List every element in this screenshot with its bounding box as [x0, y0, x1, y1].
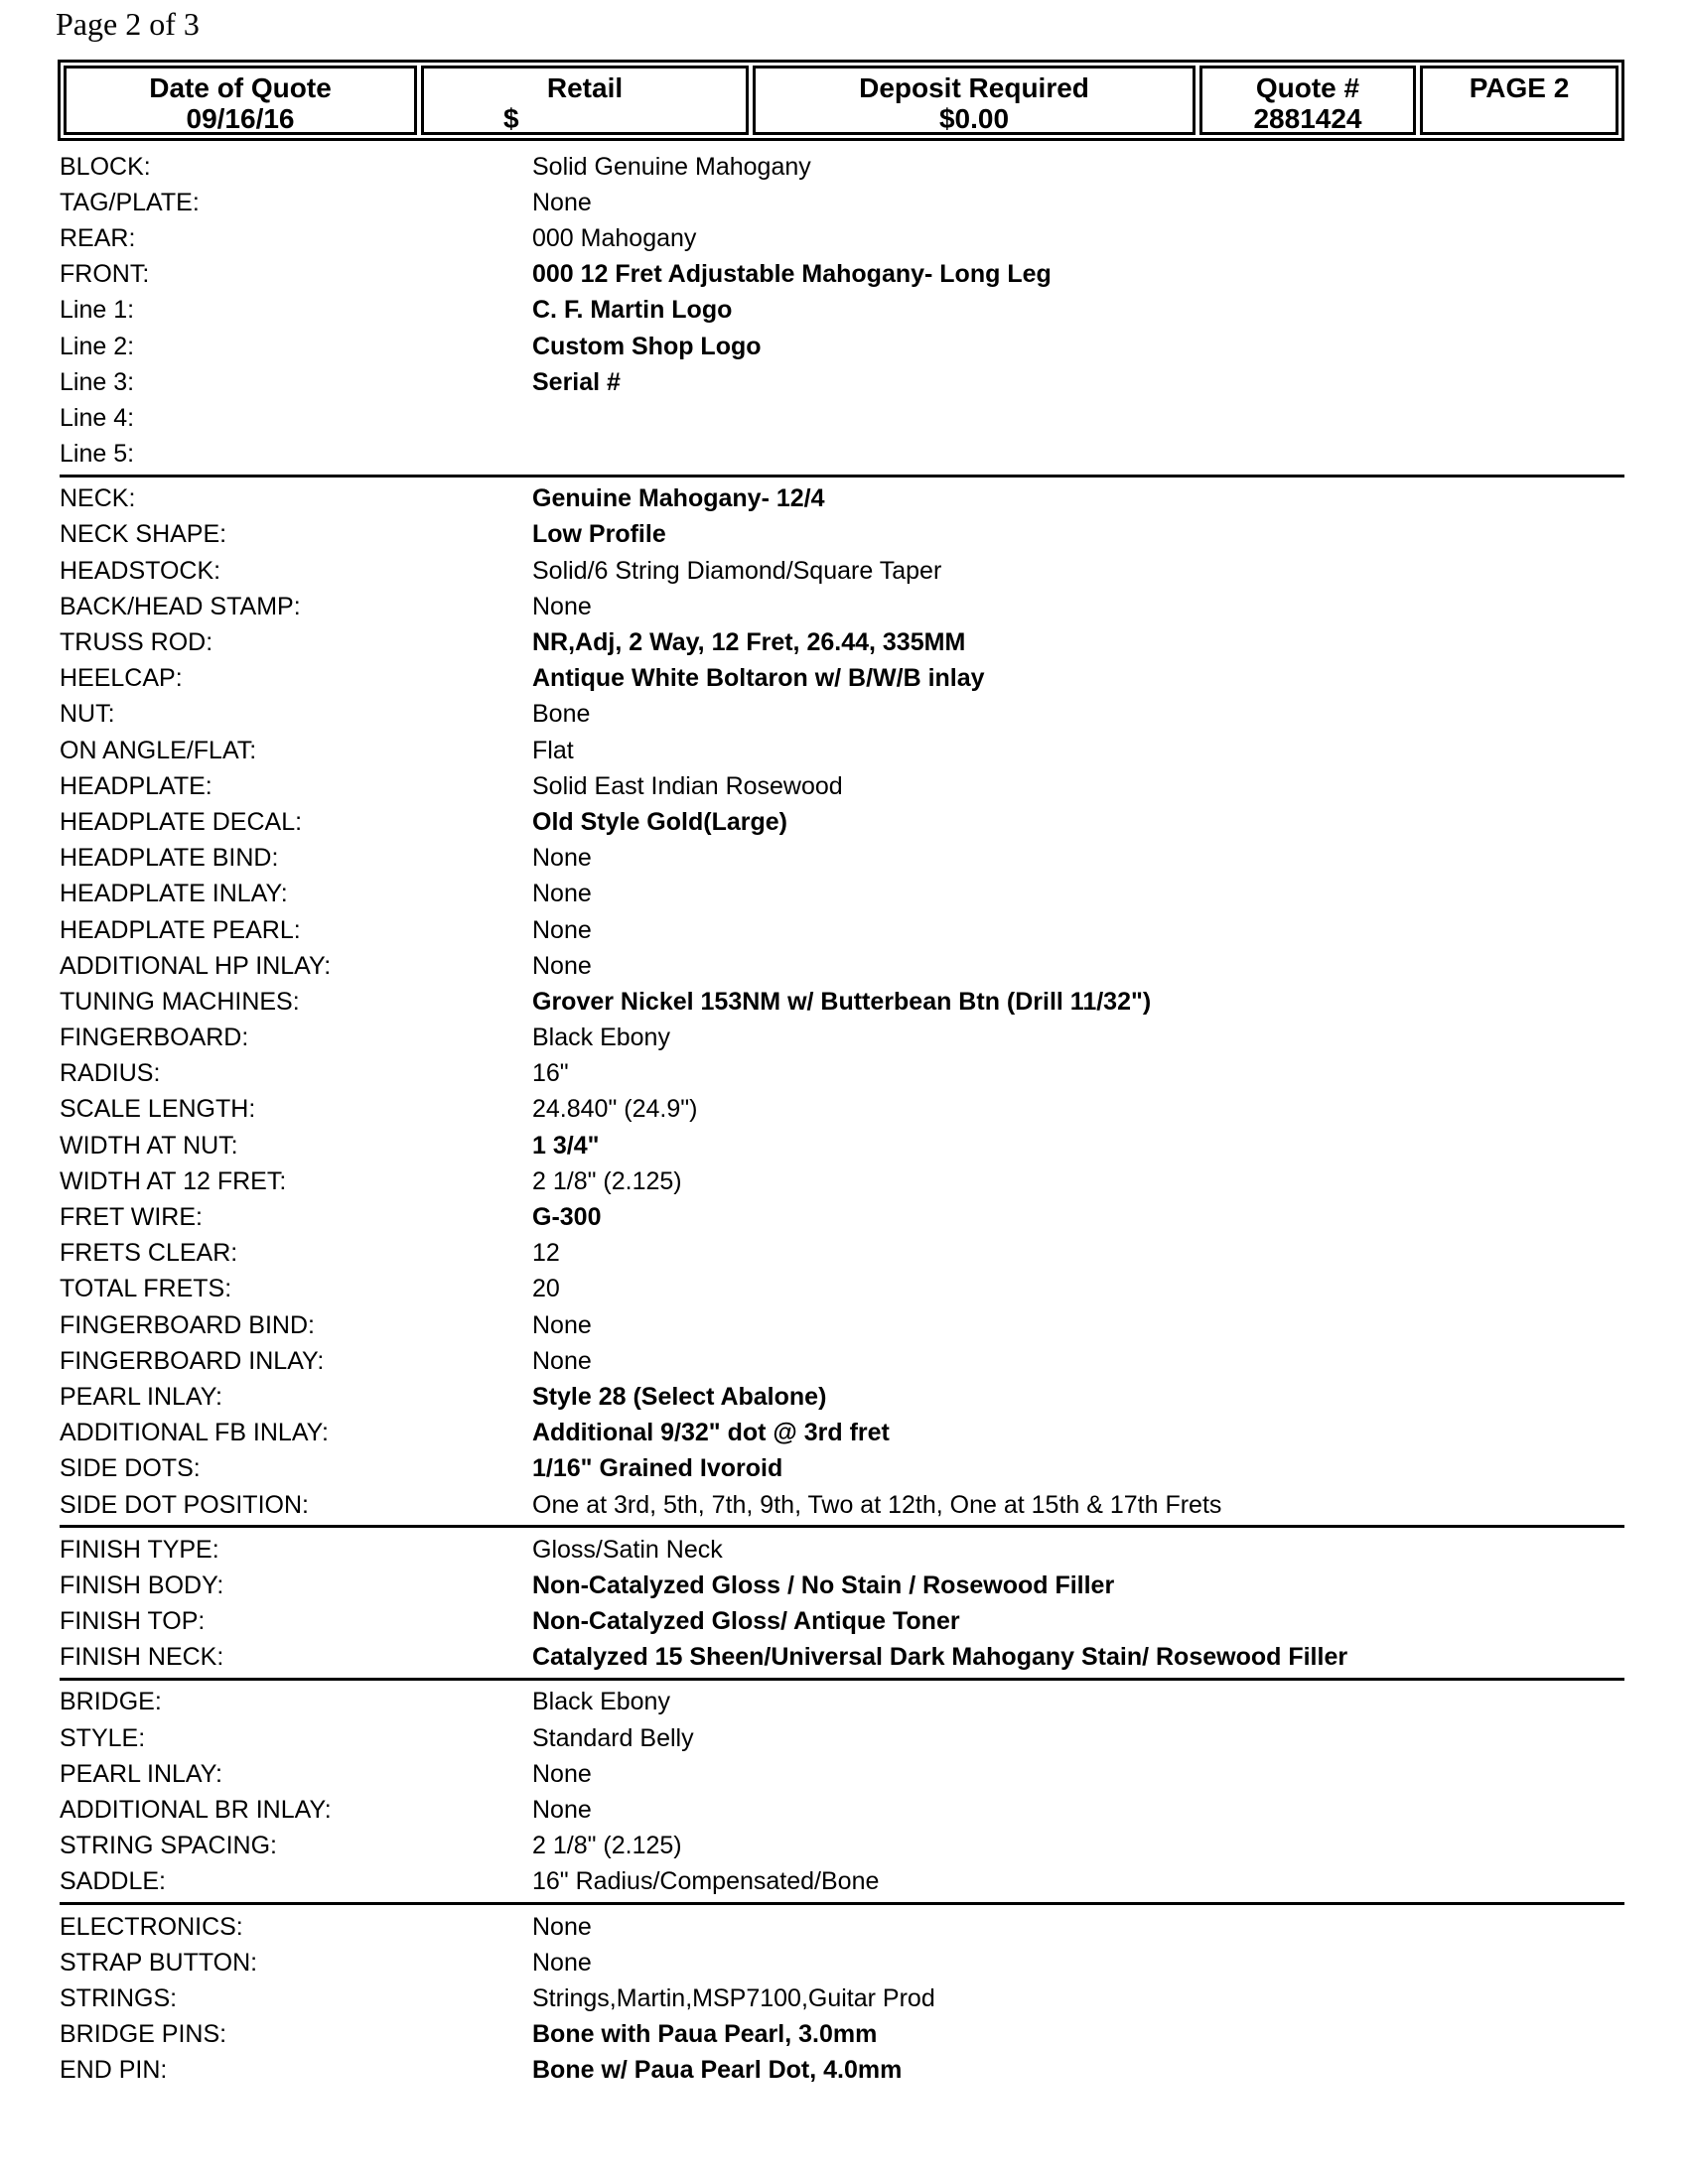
- spec-value: None: [532, 1346, 592, 1375]
- spec-row: [60, 912, 1624, 948]
- spec-label: FRONT:: [60, 260, 150, 289]
- page-indicator: Page 2 of 3: [56, 6, 200, 42]
- spec-value: None: [532, 1948, 592, 1977]
- spec-row: [60, 1416, 1624, 1451]
- spec-label: STRING SPACING:: [60, 1832, 278, 1860]
- spec-value: Custom Shop Logo: [532, 332, 762, 360]
- spec-row: [60, 1640, 1624, 1676]
- spec-row: [60, 768, 1624, 804]
- spec-label: NECK SHAPE:: [60, 520, 227, 549]
- spec-row: [60, 697, 1624, 733]
- spec-section: [60, 475, 1624, 1525]
- spec-row: [60, 1980, 1624, 2016]
- spec-value: Bone with Paua Pearl, 3.0mm: [532, 2020, 878, 2049]
- spec-label: Line 1:: [60, 296, 135, 325]
- spec-label: BLOCK:: [60, 152, 151, 181]
- spec-value: Solid East Indian Rosewood: [532, 771, 843, 800]
- spec-row: [60, 437, 1624, 473]
- spec-value: Catalyzed 15 Sheen/Universal Dark Mahogany Stain/ Rosewood Filler: [532, 1643, 1348, 1672]
- spec-label: FINISH NECK:: [60, 1643, 224, 1672]
- spec-value: 1 3/4": [532, 1131, 600, 1160]
- spec-value: Strings,Martin,MSP7100,Guitar Prod: [532, 1983, 935, 2012]
- spec-row: [60, 984, 1624, 1020]
- spec-value: Non-Catalyzed Gloss/ Antique Toner: [532, 1607, 960, 1636]
- spec-label: FINGERBOARD BIND:: [60, 1310, 315, 1339]
- spec-label: HEADSTOCK:: [60, 556, 221, 585]
- spec-value: Black Ebony: [532, 1024, 670, 1052]
- spec-value: None: [532, 880, 592, 908]
- deposit-label: Deposit Required: [859, 72, 1089, 103]
- spec-label: BRIDGE:: [60, 1688, 162, 1716]
- spec-value: Solid/6 String Diamond/Square Taper: [532, 556, 942, 585]
- spec-row: [60, 661, 1624, 697]
- spec-row: [60, 2053, 1624, 2089]
- spec-row: [60, 185, 1624, 220]
- spec-row: [60, 517, 1624, 553]
- spec-label: RADIUS:: [60, 1059, 161, 1088]
- spec-row: [60, 1864, 1624, 1900]
- spec-value: Genuine Mahogany- 12/4: [532, 484, 825, 513]
- spec-section: [60, 1525, 1624, 1678]
- spec-label: Line 3:: [60, 367, 135, 396]
- page-label-cell: [1420, 66, 1618, 135]
- spec-row: [60, 1163, 1624, 1199]
- spec-row: [60, 1945, 1624, 1980]
- spec-section: [60, 1678, 1624, 1902]
- spec-row: [60, 624, 1624, 660]
- spec-label: SCALE LENGTH:: [60, 1095, 256, 1124]
- spec-row: [60, 1829, 1624, 1864]
- spec-row: [60, 1056, 1624, 1092]
- spec-label: TOTAL FRETS:: [60, 1275, 232, 1303]
- spec-label: ADDITIONAL BR INLAY:: [60, 1796, 332, 1825]
- spec-row: [60, 329, 1624, 364]
- spec-value: One at 3rd, 5th, 7th, 9th, Two at 12th, One at 15th & 17th Frets: [532, 1490, 1222, 1519]
- deposit-value: $0.00: [938, 103, 1010, 134]
- spec-value: 000 12 Fret Adjustable Mahogany- Long Leg: [532, 260, 1052, 289]
- spec-label: Line 2:: [60, 332, 135, 360]
- spec-value: 2 1/8" (2.125): [532, 1166, 682, 1195]
- spec-label: ELECTRONICS:: [60, 1912, 243, 1941]
- spec-label: PEARL INLAY:: [60, 1759, 222, 1788]
- spec-row: [60, 1792, 1624, 1828]
- spec-label: WIDTH AT NUT:: [60, 1131, 238, 1160]
- spec-value: Black Ebony: [532, 1688, 670, 1716]
- spec-value: Solid Genuine Mahogany: [532, 152, 811, 181]
- spec-label: FINISH TYPE:: [60, 1535, 219, 1564]
- spec-value: Grover Nickel 153NM w/ Butterbean Btn (Drill 11/32"): [532, 987, 1152, 1016]
- spec-row: [60, 589, 1624, 624]
- spec-row: [60, 1909, 1624, 1945]
- spec-value: NR,Adj, 2 Way, 12 Fret, 26.44, 335MM: [532, 628, 966, 657]
- spec-label: FRET WIRE:: [60, 1203, 203, 1232]
- spec-value: None: [532, 844, 592, 873]
- spec-label: STRAP BUTTON:: [60, 1948, 258, 1977]
- spec-label: REAR:: [60, 223, 136, 252]
- spec-label: PEARL INLAY:: [60, 1382, 222, 1411]
- spec-value: Bone w/ Paua Pearl Dot, 4.0mm: [532, 2056, 903, 2085]
- spec-row: [60, 1272, 1624, 1307]
- spec-value: 16" Radius/Compensated/Bone: [532, 1867, 880, 1896]
- spec-label: FRETS CLEAR:: [60, 1239, 238, 1268]
- spec-row: [60, 400, 1624, 436]
- spec-row: [60, 1756, 1624, 1792]
- spec-label: NECK:: [60, 484, 136, 513]
- spec-label: Line 5:: [60, 440, 135, 469]
- spec-label: FINGERBOARD INLAY:: [60, 1346, 325, 1375]
- spec-row: [60, 1021, 1624, 1056]
- page-label: PAGE 2: [1469, 72, 1570, 103]
- spec-row: [60, 1604, 1624, 1640]
- spec-value: Bone: [532, 700, 591, 729]
- spec-label: WIDTH AT 12 FRET:: [60, 1166, 287, 1195]
- spec-label: HEADPLATE PEARL:: [60, 915, 301, 944]
- spec-value: Serial #: [532, 367, 621, 396]
- spec-row: [60, 1532, 1624, 1568]
- spec-row: [60, 293, 1624, 329]
- spec-label: BRIDGE PINS:: [60, 2020, 227, 2049]
- spec-value: Antique White Boltaron w/ B/W/B inlay: [532, 664, 985, 693]
- spec-label: FINGERBOARD:: [60, 1024, 249, 1052]
- spec-label: END PIN:: [60, 2056, 168, 2085]
- spec-label: TRUSS ROD:: [60, 628, 213, 657]
- spec-value: Non-Catalyzed Gloss / No Stain / Rosewood Filler: [532, 1570, 1115, 1599]
- spec-label: ON ANGLE/FLAT:: [60, 736, 257, 764]
- spec-row: [60, 553, 1624, 589]
- quote-number-value: 2881424: [1253, 103, 1362, 134]
- retail-cell: [421, 66, 749, 135]
- spec-row: [60, 481, 1624, 517]
- spec-row: [60, 2017, 1624, 2053]
- spec-value: Flat: [532, 736, 574, 764]
- spec-value: None: [532, 1759, 592, 1788]
- deposit-cell: [753, 66, 1196, 135]
- spec-row: [60, 841, 1624, 877]
- spec-row: [60, 1720, 1624, 1756]
- spec-label: STRINGS:: [60, 1983, 178, 2012]
- spec-value: None: [532, 1310, 592, 1339]
- spec-value: Additional 9/32" dot @ 3rd fret: [532, 1419, 890, 1447]
- spec-value: 24.840" (24.9"): [532, 1095, 698, 1124]
- spec-row: [60, 1487, 1624, 1523]
- spec-label: ADDITIONAL FB INLAY:: [60, 1419, 329, 1447]
- spec-row: [60, 1236, 1624, 1272]
- spec-label: FINISH BODY:: [60, 1570, 224, 1599]
- spec-value: None: [532, 188, 592, 216]
- spec-row: [60, 804, 1624, 840]
- spec-row: [60, 877, 1624, 912]
- spec-label: BACK/HEAD STAMP:: [60, 592, 301, 620]
- spec-value: G-300: [532, 1203, 602, 1232]
- spec-row: [60, 733, 1624, 768]
- spec-row: [60, 1379, 1624, 1415]
- spec-label: SIDE DOT POSITION:: [60, 1490, 309, 1519]
- spec-value: None: [532, 592, 592, 620]
- spec-value: 16": [532, 1059, 569, 1088]
- spec-section: [60, 147, 1624, 475]
- spec-value: None: [532, 1912, 592, 1941]
- spec-row: [60, 1343, 1624, 1379]
- spec-row: [60, 948, 1624, 984]
- spec-label: HEADPLATE BIND:: [60, 844, 279, 873]
- spec-row: [60, 1199, 1624, 1235]
- spec-row: [60, 1451, 1624, 1487]
- retail-label: Retail: [546, 72, 624, 103]
- spec-row: [60, 1568, 1624, 1603]
- quote-header: [58, 60, 1624, 141]
- spec-label: ADDITIONAL HP INLAY:: [60, 951, 332, 980]
- spec-value: 2 1/8" (2.125): [532, 1832, 682, 1860]
- spec-label: SADDLE:: [60, 1867, 166, 1896]
- spec-label: STYLE:: [60, 1723, 146, 1752]
- quote-date-label: Date of Quote: [149, 72, 332, 103]
- spec-value: 12: [532, 1239, 560, 1268]
- spec-row: [60, 1092, 1624, 1128]
- spec-row: [60, 364, 1624, 400]
- spec-row: [60, 1307, 1624, 1343]
- spec-row: [60, 149, 1624, 185]
- spec-label: HEELCAP:: [60, 664, 183, 693]
- quote-number-cell: [1199, 66, 1416, 135]
- retail-value: $: [503, 103, 519, 134]
- quote-date-value: 09/16/16: [186, 103, 295, 134]
- quote-date-cell: [64, 66, 417, 135]
- spec-value: Low Profile: [532, 520, 666, 549]
- spec-value: None: [532, 951, 592, 980]
- spec-value: 000 Mahogany: [532, 223, 697, 252]
- spec-row: [60, 257, 1624, 293]
- spec-value: Style 28 (Select Abalone): [532, 1382, 827, 1411]
- spec-row: [60, 1128, 1624, 1163]
- spec-label: HEADPLATE:: [60, 771, 212, 800]
- spec-value: C. F. Martin Logo: [532, 296, 733, 325]
- spec-label: SIDE DOTS:: [60, 1454, 201, 1483]
- spec-label: TUNING MACHINES:: [60, 987, 300, 1016]
- spec-sections: [60, 147, 1624, 2091]
- spec-value: 20: [532, 1275, 560, 1303]
- quote-number-label: Quote #: [1255, 72, 1360, 103]
- spec-label: HEADPLATE DECAL:: [60, 807, 303, 836]
- spec-value: Gloss/Satin Neck: [532, 1535, 723, 1564]
- spec-row: [60, 220, 1624, 256]
- spec-value: None: [532, 915, 592, 944]
- spec-value: 1/16" Grained Ivoroid: [532, 1454, 783, 1483]
- spec-value: Old Style Gold(Large): [532, 807, 787, 836]
- spec-label: NUT:: [60, 700, 115, 729]
- spec-value: None: [532, 1796, 592, 1825]
- spec-label: Line 4:: [60, 403, 135, 432]
- spec-row: [60, 1685, 1624, 1720]
- spec-label: FINISH TOP:: [60, 1607, 206, 1636]
- spec-label: TAG/PLATE:: [60, 188, 200, 216]
- spec-section: [60, 1902, 1624, 2091]
- spec-label: HEADPLATE INLAY:: [60, 880, 288, 908]
- spec-value: Standard Belly: [532, 1723, 694, 1752]
